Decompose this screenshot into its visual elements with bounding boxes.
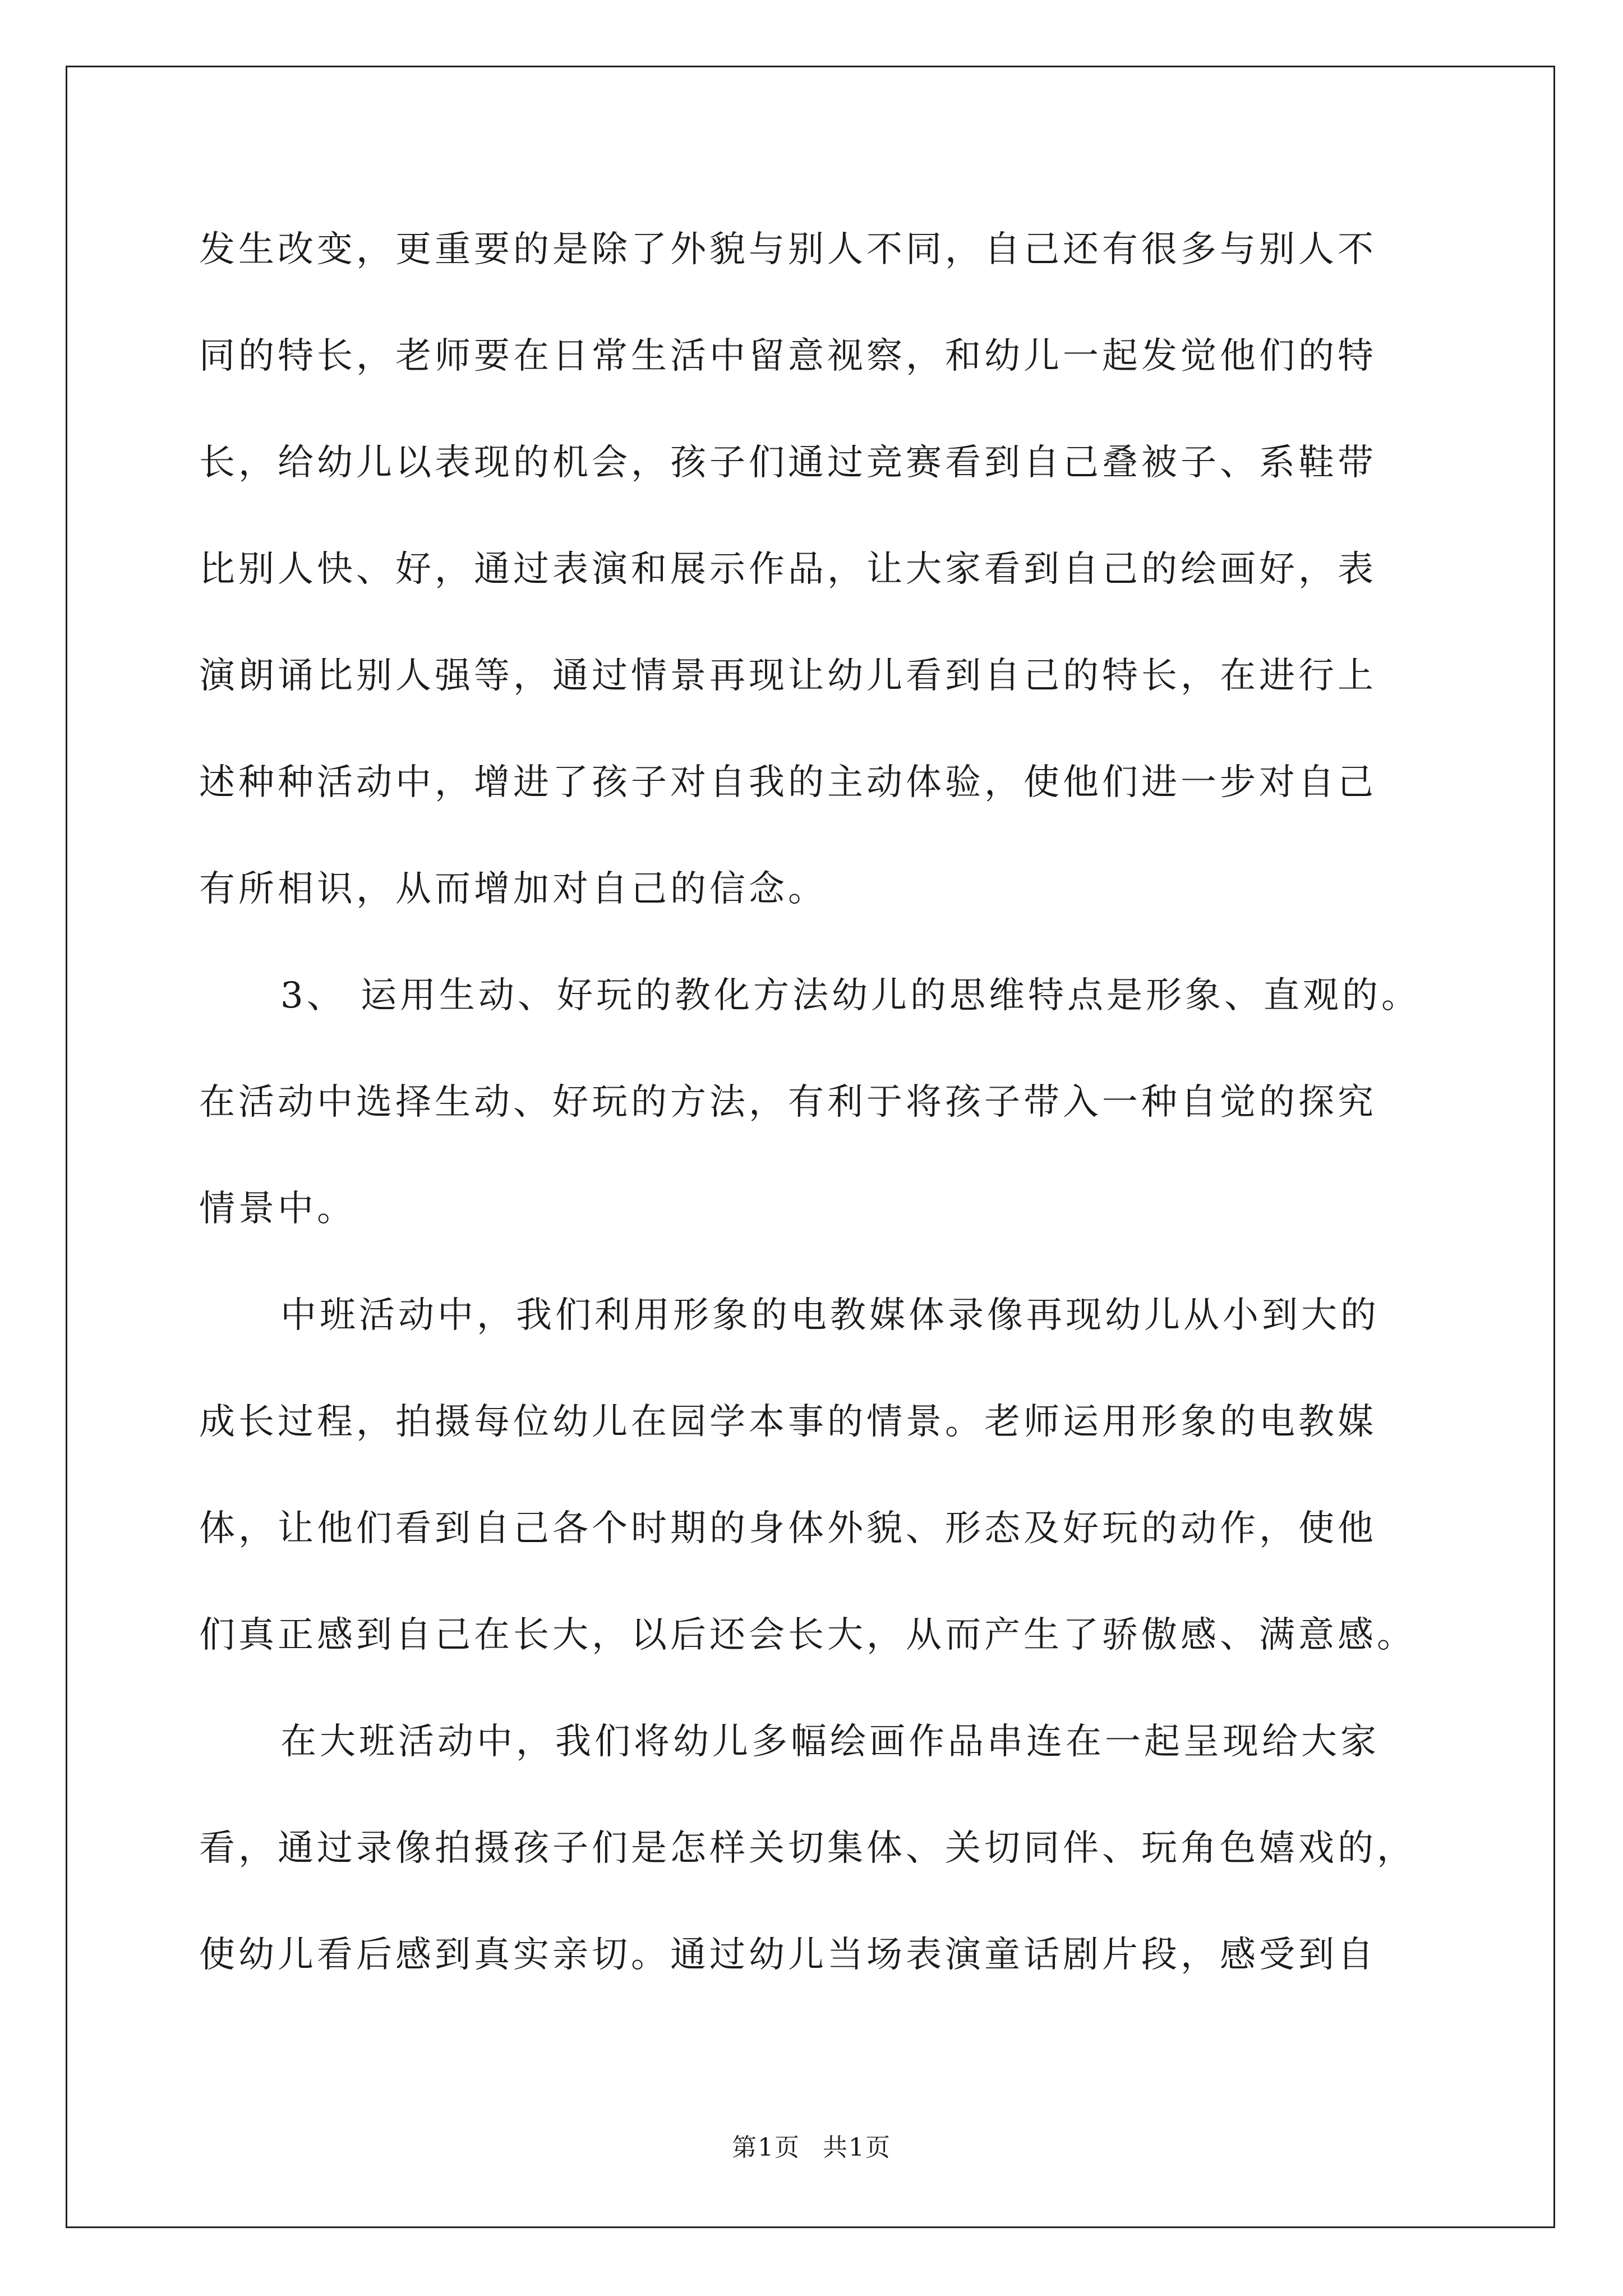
text-line: 在大班活动中，我们将幼儿多幅绘画作品串连在一起呈现给大家 [280,1721,1380,1763]
text-line: 3、 运用生动、好玩的教化方法幼儿的思维特点是形象、直观的。 [280,975,1421,1016]
text-line: 体，让他们看到自己各个时期的身体外貌、形态及好玩的动作，使他 [199,1508,1377,1549]
page-number: 第1页 [732,2133,800,2162]
text-line: 述种种活动中，增进了孩子对自我的主动体验，使他们进一步对自己 [199,762,1377,803]
text-line: 在活动中选择生动、好玩的方法，有利于将孩子带入一种自觉的探究 [199,1082,1377,1123]
text-line: 比别人快、好，通过表演和展示作品，让大家看到自己的绘画好，表 [199,549,1377,590]
text-line: 看，通过录像拍摄孩子们是怎样关切集体、关切同伴、玩角色嬉戏的， [199,1828,1416,1869]
text-line: 发生改变，更重要的是除了外貌与别人不同，自己还有很多与别人不 [199,229,1377,270]
text-line: 同的特长，老师要在日常生活中留意视察，和幼儿一起发觉他们的特 [199,335,1377,377]
text-line: 们真正感到自己在长大，以后还会长大，从而产生了骄傲感、满意感。 [199,1614,1416,1656]
text-line: 演朗诵比别人强等，通过情景再现让幼儿看到自己的特长，在进行上 [199,655,1377,697]
text-line: 有所相识，从而增加对自己的信念。 [199,868,827,910]
text-line: 成长过程，拍摄每位幼儿在园学本事的情景。老师运用形象的电教媒 [199,1401,1377,1443]
page-footer [0,2127,1623,2163]
text-line: 中班活动中，我们利用形象的电教媒体录像再现幼儿从小到大的 [280,1295,1380,1336]
page-total: 共1页 [823,2133,891,2162]
text-line: 长，给幼儿以表现的机会，孩子们通过竞赛看到自己叠被子、系鞋带 [199,442,1377,484]
text-line: 使幼儿看后感到真实亲切。通过幼儿当场表演童话剧片段，感受到自 [199,1934,1377,1976]
text-line: 情景中。 [199,1188,356,1230]
document-body [199,196,1433,2008]
